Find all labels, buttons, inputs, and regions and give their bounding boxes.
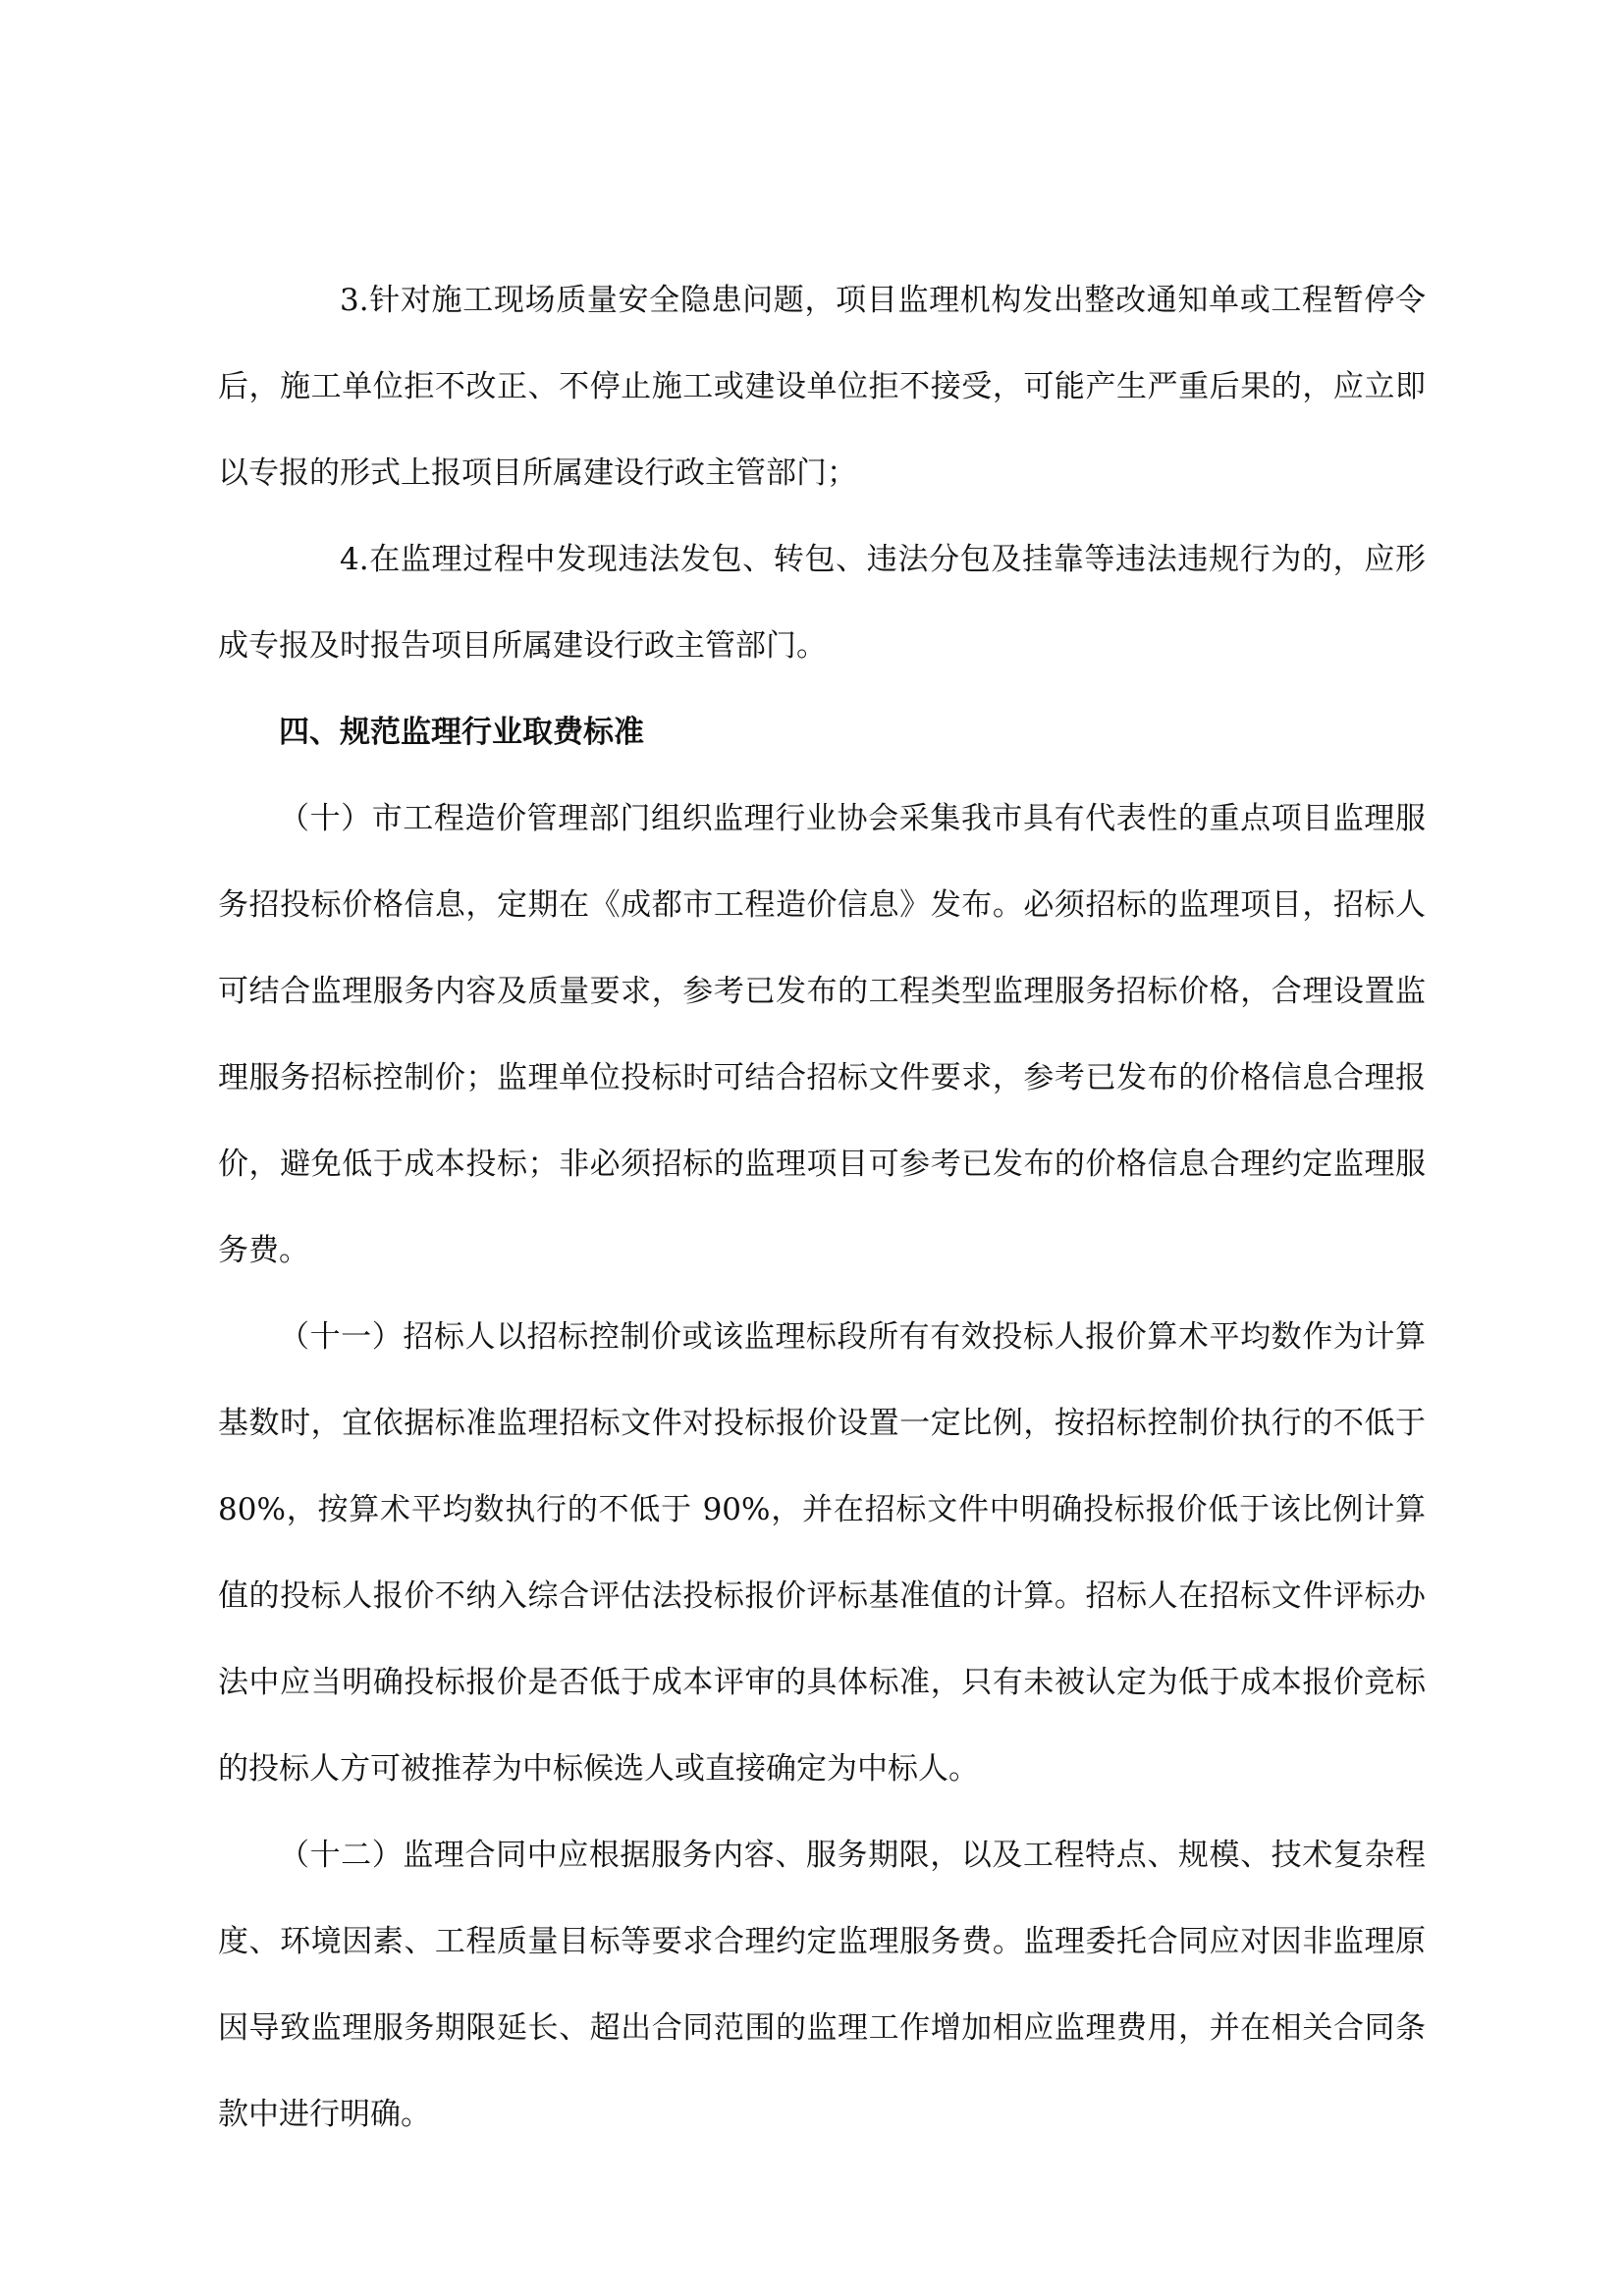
numbered-paragraph-3 xyxy=(218,257,1426,516)
paragraph-text: 在监理过程中发现违法发包、转包、违法分包及挂靠等违法违规行为的，应形成专报及时报告项目所属建设行政主管部门。 xyxy=(218,542,1426,664)
section-heading: 四、规范监理行业取费标准 xyxy=(279,715,644,750)
clause-11: （十一）招标人以招标控制价或该监理标段所有有效投标人报价算术平均数作为计算基数时，宜依据标准监理招标文件对投标报价设置一定比例，按招标控制价执行的不低于 80%，按算术平均数执行的不低于 90%，并在招标文件中明确投标报价低于该比例计算值的投标人报价不纳入综合评估法投标报价评标基准值的计算。招标人在招标文件评标办法中应当明确投标报价是否低于成本评审的具体标准，只有未被认定为低于成本报价竞标的投标人方可被推荐为中标候选人或直接确定为中标人。 xyxy=(218,1319,1426,1787)
document-body xyxy=(218,257,1426,2158)
numbered-paragraph-4 xyxy=(218,516,1426,689)
paragraph-number: 3. xyxy=(340,283,369,318)
paragraph-text: 针对施工现场质量安全隐患问题，项目监理机构发出整改通知单或工程暂停令后，施工单位拒不改正、不停止施工或建设单位拒不接受，可能产生严重后果的，应立即以专报的形式上报项目所属建设行政主管部门； xyxy=(218,283,1426,491)
clause-10: （十）市工程造价管理部门组织监理行业协会采集我市具有代表性的重点项目监理服务招投标价格信息，定期在《成都市工程造价信息》发布。必须招标的监理项目，招标人可结合监理服务内容及质量要求，参考已发布的工程类型监理服务招标价格，合理设置监理服务招标控制价；监理单位投标时可结合招标文件要求，参考已发布的价格信息合理报价，避免低于成本投标；非必须招标的监理项目可参考已发布的价格信息合理约定监理服务费。 xyxy=(218,801,1426,1268)
paragraph-number: 4. xyxy=(340,542,369,577)
clause-12: （十二）监理合同中应根据服务内容、服务期限，以及工程特点、规模、技术复杂程度、环境因素、工程质量目标等要求合理约定监理服务费。监理委托合同应对因非监理原因导致监理服务期限延长、超出合同范围的监理工作增加相应监理费用，并在相关合同条款中进行明确。 xyxy=(218,1838,1426,2132)
